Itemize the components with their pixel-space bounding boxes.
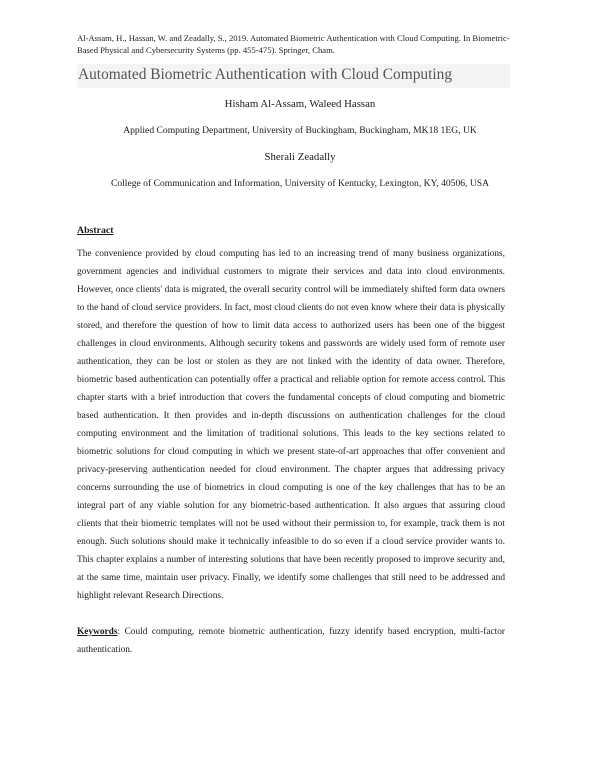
abstract-body: The convenience provided by cloud computing has led to an increasing trend of many business organizations, government agencies and individual customers to migrate their services and data into cloud environments. However, once clients' data is migrated, the overall security control will be immediately shifted form data owners to the hand of cloud service providers. In fact, most cloud clients do not even know where their data is physically stored, and therefore the question of how to limit data access to authorized users has been one of the biggest challenges in cloud environments. Although security tokens and passwords are widely used form of remote user authentication, they can be lost or stolen as they are not linked with the identity of data owner. Therefore, biometric based authentication can potentially offer a practical and reliable option for remote access control. This chapter starts with a brief introduction that covers the fundamental concepts of cloud computing and biometric based authentication. It then provides and in-depth discussions on authentication challenges for the cloud computing environment and the limitation of traditional solutions. This leads to the key sections related to biometric solutions for cloud computing in which we present state-of-art approaches that offer convenient and privacy-preserving authentication needed for cloud environment. The chapter argues that addressing privacy concerns surrounding the use of biometrics in cloud computing is one of the key challenges that has to be an integral part of any viable solution for any biometric-based authentication. It also argues that assuring cloud clients that their biometric templates will not be used without their permission to, for example, track them is not enough. Such solutions should make it technically infeasible to do so even if a cloud service provider wants to. This chapter explains a number of interesting solutions that have been recently proposed to improve security and, at the same time, maintain user privacy. Finally, we identify some challenges that still need to be addressed and highlight relevant Research Directions.	[77, 249, 505, 601]
abstract-heading: Abstract	[77, 225, 114, 236]
keywords-paragraph	[77, 623, 505, 659]
keywords-text: Could computing, remote biometric authentication, fuzzy identify based encryption, multi-factor authentication.	[77, 627, 506, 655]
affiliation-secondary: College of Communication and Information, University of Kentucky, Lexington, KY, 40506, USA	[110, 178, 490, 189]
citation-header: Al-Assam, H., Hassan, W. and Zeadally, S., 2019. Automated Biometric Authentication with Cloud Computing. In Biometric-Based Physical and Cybersecurity Systems (pp. 455-475). Springer, Cham.	[77, 33, 510, 55]
authors-primary: Hisham Al-Assam, Waleed Hassan	[224, 98, 376, 110]
authors-secondary: Sherali Zeadally	[264, 151, 336, 163]
affiliation-primary: Applied Computing Department, University of Buckingham, Buckingham, MK18 1EG, UK	[123, 125, 477, 136]
paper-title: Automated Biometric Authentication with Cloud Computing	[77, 64, 510, 88]
keywords-label: Keywords	[77, 627, 118, 637]
keywords-separator: :	[117, 627, 125, 637]
